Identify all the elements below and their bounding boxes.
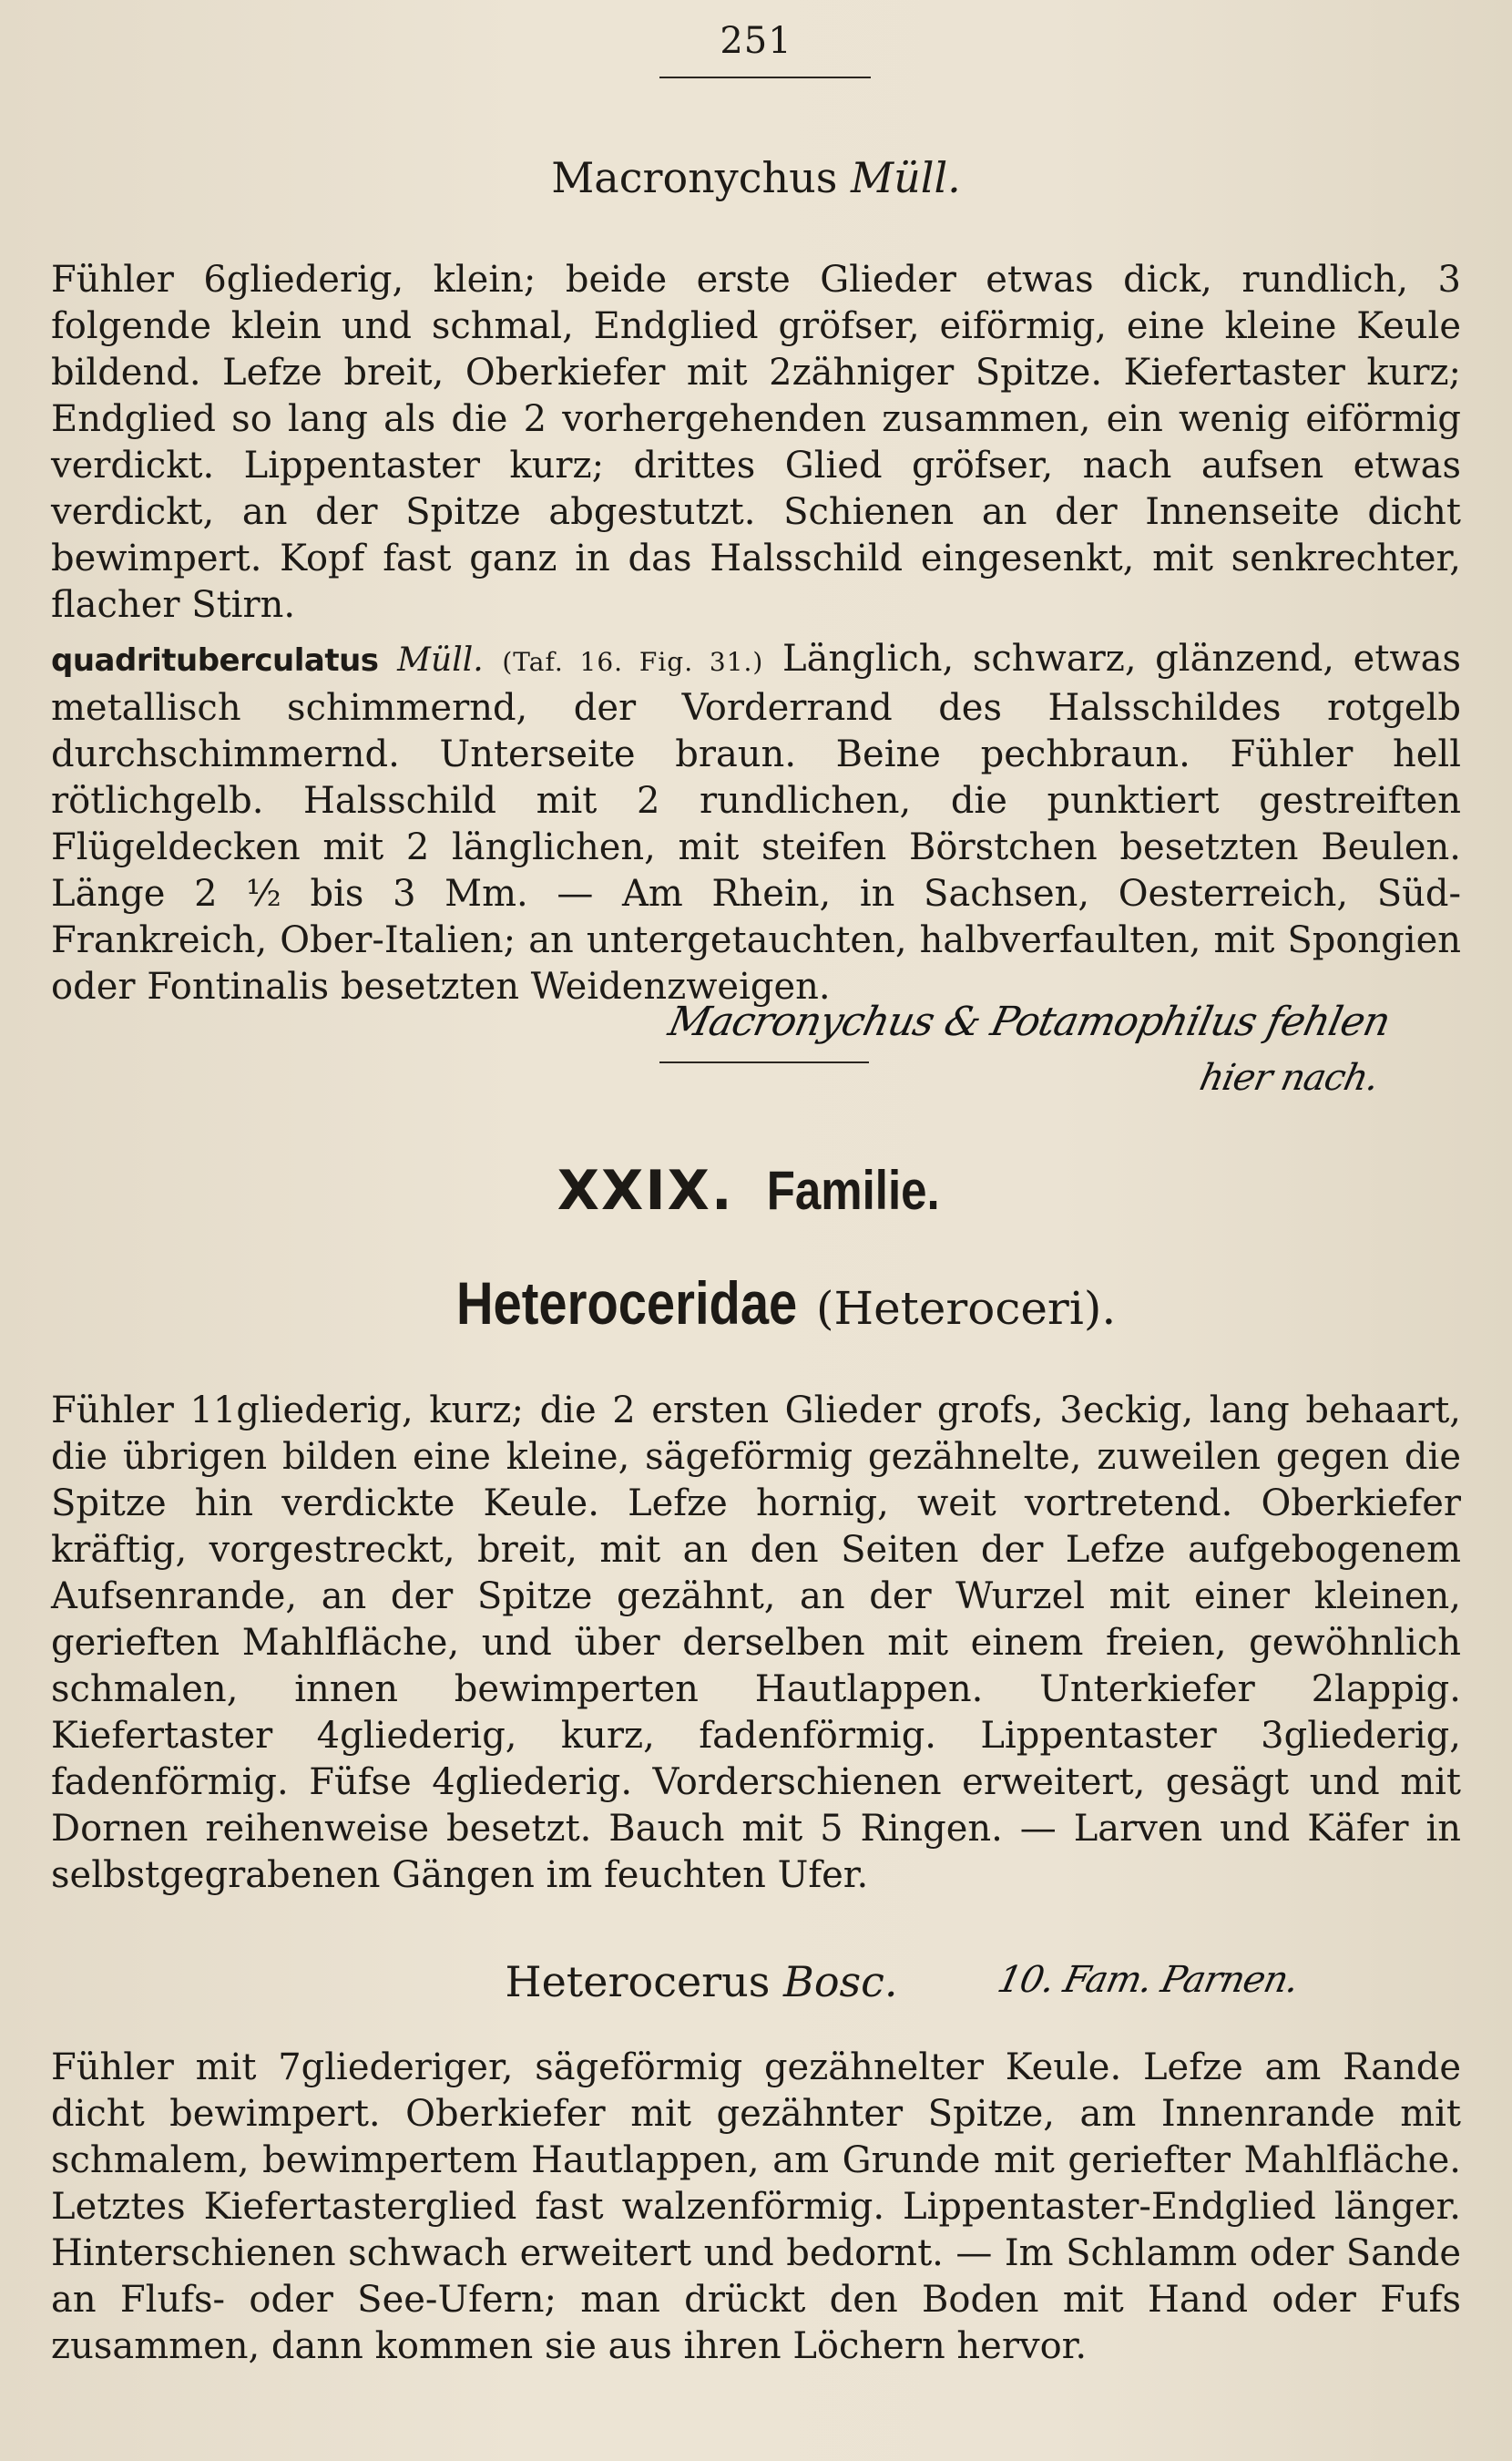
page-number: 251 (720, 20, 792, 62)
plate-reference: (Taf. 16. Fig. 31.) (502, 647, 764, 677)
family-name-heading (0, 1268, 1512, 1338)
handwritten-family-note: 10. Fam. Parnen. (994, 1959, 1303, 2001)
family-description: Fühler 11gliederig, kurz; die 2 ersten Glieder grofs, 3eckig, lang behaart, die übrigen bilden eine kleine, sägeförmig gezähnelte, zuweilen gegen die Spitze hin verdickte Keule. Lefze hornig, weit vortretend. Oberkiefer kräftig, vorgestreckt, breit, mit an den Seiten der Lefze aufgebogenem Aufsenrande, an der Spitze gezähnt, an der Wurzel mit einer kleinen, gerieften Mahlfläche, und über derselben mit einem freien, gewöhnlich schmalen, innen bewimperten Hautlappen. Unterkiefer 2lappig. Kiefertaster 4gliederig, kurz, fadenförmig. Lippentaster 3gliederig, fadenförmig. Füfse 4gliederig. Vorderschienen erweitert, gesägt und mit Dornen reihenweise besetzt. Bauch mit 5 Ringen. — Larven und Käfer in selbstgegrabenen Gängen im feuchten Ufer. (51, 1389, 1461, 1896)
handwritten-note-line1: Macronychus & Potamophilus fehlen (664, 999, 1395, 1045)
species-name: quadrituberculatus (51, 642, 379, 679)
section-rule (659, 1061, 869, 1063)
genus2-author: Bosc. (783, 1957, 898, 2006)
genus-name: Macronychus (551, 153, 838, 202)
handwritten-note-line2: hier nach. (1196, 1057, 1383, 1099)
genus-author: Müll. (851, 153, 961, 202)
header-rule (659, 77, 871, 78)
species-description: Länglich, schwarz, glänzend, etwas metallisch schimmernd, der Vorderrand des Halsschildes rotgelb durchschimmernd. Unterseite braun. Beine pechbraun. Fühler hell rötlichgelb. Halsschild mit 2 rundlichen, die punktiert gestreiften Flügeldecken mit 2 länglichen, mit steifen Börstchen besetzten Beulen. Länge 2 ½ bis 3 Mm. — Am Rhein, in Sachsen, Oesterreich, Süd-Frankreich, Ober-Italien; an untergetauchten, halbverfaulten, mit Spongien oder Fontinalis besetzten Weidenzweigen. (51, 638, 1462, 1008)
family-label: Familie. (766, 1160, 940, 1221)
genus2-name: Heterocerus (505, 1957, 771, 2006)
species-entry-quadrituberculatus (51, 636, 1461, 1010)
family-number: XXIX. (557, 1159, 734, 1223)
genus-heading-macronychus (0, 153, 1512, 202)
genus-description-macronychus: Fühler 6gliederig, klein; beide erste Glieder etwas dick, rundlich, 3 folgende klein und schmal, Endglied gröfser, eiförmig, eine kleine Keule bildend. Lefze breit, Oberkiefer mit 2zähniger Spitze. Kiefertaster kurz; Endglied so lang als die 2 vorhergehenden zusammen, ein wenig eiförmig verdickt. Lippentaster kurz; drittes Glied gröfser, nach aufsen etwas verdickt, an der Spitze abgestutzt. Schienen an der Innenseite dicht bewimpert. Kopf fast ganz in das Halsschild eingesenkt, mit senkrechter, flacher Stirn. (51, 259, 1461, 626)
genus-description-heterocerus: Fühler mit 7gliederiger, sägeförmig gezähnelter Keule. Lefze am Rande dicht bewimpert. Oberkiefer mit gezähnter Spitze, am Innenrande mit schmalem, bewimpertem Hautlappen, am Grunde mit geriefter Mahlfläche. Letztes Kiefertasterglied fast walzenförmig. Lippentaster-Endglied länger. Hinterschienen schwach erweitert und bedornt. — Im Schlamm oder Sande an Flufs- oder See-Ufern; man drückt den Boden mit Hand oder Fufs zusammen, dann kommen sie aus ihren Löchern hervor. (51, 2046, 1461, 2367)
family-heading (0, 1159, 1512, 1223)
family-alt-name: (Heteroceri). (815, 1282, 1117, 1335)
species-author: Müll. (397, 641, 484, 679)
family-name: Heteroceridae (455, 1269, 797, 1337)
